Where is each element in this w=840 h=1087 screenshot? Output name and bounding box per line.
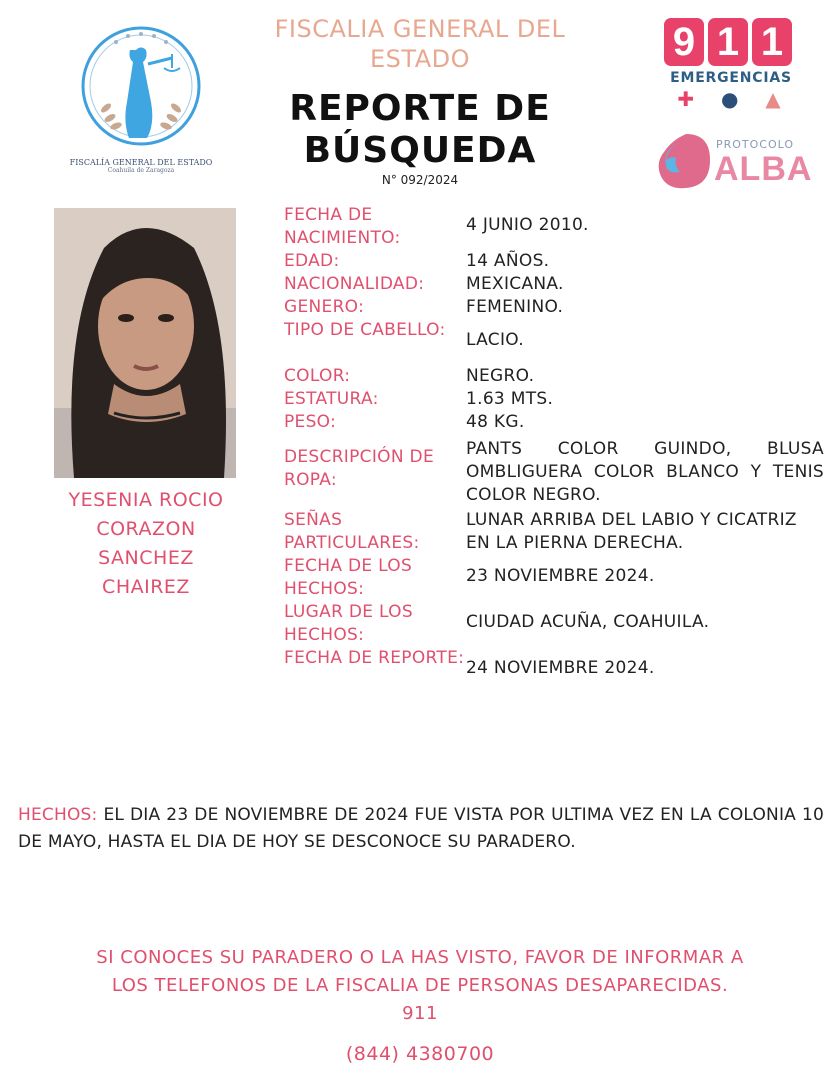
field-label: ESTATURA: bbox=[284, 389, 379, 409]
events-label: HECHOS: bbox=[18, 805, 98, 825]
field-row-birthdate bbox=[284, 204, 824, 250]
justice-statue-icon bbox=[76, 18, 206, 158]
emergencias-911-logo bbox=[664, 18, 798, 118]
contact-line-1: SI CONOCES SU PARADERO O LA HAS VISTO, FAVOR DE INFORMAR A bbox=[96, 947, 744, 968]
field-label: COLOR: bbox=[284, 366, 351, 386]
field-label: SEÑAS PARTICULARES: bbox=[284, 510, 420, 553]
field-row-report-date bbox=[284, 647, 824, 693]
field-row-clothing bbox=[284, 438, 824, 507]
field-value: PANTS COLOR GUINDO, BLUSA OMBLIGUERA COLOR BLANCO Y TENIS COLOR NEGRO. bbox=[466, 439, 824, 505]
title-line-1: REPORTE DE bbox=[289, 88, 551, 129]
document-title bbox=[240, 88, 600, 172]
person-details bbox=[284, 204, 824, 693]
field-value: 1.63 MTS. bbox=[466, 389, 554, 409]
report-number: N° 092/2024 bbox=[381, 173, 459, 187]
name-line: CORAZON bbox=[96, 518, 196, 540]
field-label: EDAD: bbox=[284, 251, 340, 271]
medical-cross-icon: ✚ bbox=[677, 87, 695, 111]
organization-name: FISCALIA GENERAL DEL ESTADO bbox=[274, 15, 566, 73]
digit-1-second: 1 bbox=[752, 18, 792, 66]
field-row-age bbox=[284, 250, 824, 273]
missing-person-name bbox=[40, 486, 252, 602]
field-row-event-place bbox=[284, 601, 824, 647]
field-row-event-date bbox=[284, 555, 824, 601]
protocolo-alba-logo bbox=[656, 128, 813, 192]
emergency-icons bbox=[664, 88, 794, 110]
field-value: 4 JUNIO 2010. bbox=[466, 215, 589, 235]
field-row-weight bbox=[284, 411, 824, 434]
field-row-marks bbox=[284, 509, 824, 555]
contact-request bbox=[20, 944, 820, 1028]
field-value: 24 NOVIEMBRE 2024. bbox=[466, 658, 655, 678]
alba-word: ALBA bbox=[714, 150, 813, 188]
emergencias-label: EMERGENCIAS bbox=[670, 70, 792, 86]
contact-line-3: 911 bbox=[402, 1003, 438, 1024]
digit-9: 9 bbox=[664, 18, 704, 66]
field-label: FECHA DE REPORTE: bbox=[284, 648, 465, 668]
firefighter-helmet-icon: ▲ bbox=[765, 87, 781, 111]
events-paragraph bbox=[18, 802, 824, 856]
alba-protocolo-text: PROTOCOLO bbox=[716, 138, 795, 151]
field-row-hair-type bbox=[284, 319, 824, 365]
911-digits bbox=[664, 18, 798, 66]
missing-person-photo bbox=[54, 208, 236, 478]
field-value: NEGRO. bbox=[466, 366, 535, 386]
field-value: 14 AÑOS. bbox=[466, 251, 550, 271]
field-label: DESCRIPCIÓN DE ROPA: bbox=[284, 447, 434, 490]
field-value: 48 KG. bbox=[466, 412, 525, 432]
name-line: SANCHEZ bbox=[98, 547, 194, 569]
field-value: LACIO. bbox=[466, 330, 524, 350]
field-label: PESO: bbox=[284, 412, 337, 432]
name-line: YESENIA ROCIO bbox=[68, 489, 224, 511]
field-label: FECHA DE NACIMIENTO: bbox=[284, 205, 401, 248]
contact-phone: (844) 4380700 bbox=[345, 1043, 495, 1065]
events-text: EL DIA 23 DE NOVIEMBRE DE 2024 FUE VISTA POR ULTIMA VEZ EN LA COLONIA 10 DE MAYO, HASTA EL DIA DE HOY SE DESCONOCE SU PARADERO. bbox=[18, 805, 824, 852]
portrait-image bbox=[54, 208, 236, 478]
police-cap-icon: ● bbox=[720, 87, 739, 111]
field-row-color bbox=[284, 365, 824, 388]
field-label: GENERO: bbox=[284, 297, 365, 317]
seal-sublabel: Coahuila de Zaragoza bbox=[107, 167, 175, 174]
name-line: CHAIREZ bbox=[102, 576, 190, 598]
field-value: CIUDAD ACUÑA, COAHUILA. bbox=[466, 612, 710, 632]
fiscalia-seal-logo bbox=[68, 18, 214, 200]
field-value: MEXICANA. bbox=[466, 274, 564, 294]
field-row-nationality bbox=[284, 273, 824, 296]
digit-1: 1 bbox=[708, 18, 748, 66]
field-row-height bbox=[284, 388, 824, 411]
field-label: NACIONALIDAD: bbox=[284, 274, 425, 294]
field-label: FECHA DE LOS HECHOS: bbox=[284, 556, 413, 599]
field-value: FEMENINO. bbox=[466, 297, 564, 317]
field-value: LUNAR ARRIBA DEL LABIO Y CICATRIZ EN LA PIERNA DERECHA. bbox=[466, 510, 797, 553]
field-label: TIPO DE CABELLO: bbox=[284, 320, 446, 340]
seal-label: FISCALÍA GENERAL DEL ESTADO bbox=[69, 158, 213, 167]
title-line-2: BÚSQUEDA bbox=[303, 130, 537, 171]
field-label: LUGAR DE LOS HECHOS: bbox=[284, 602, 413, 645]
alba-profile-icon bbox=[656, 128, 716, 192]
field-row-gender bbox=[284, 296, 824, 319]
contact-line-2: LOS TELEFONOS DE LA FISCALIA DE PERSONAS DESAPARECIDAS. bbox=[111, 975, 729, 996]
field-value: 23 NOVIEMBRE 2024. bbox=[466, 566, 655, 586]
